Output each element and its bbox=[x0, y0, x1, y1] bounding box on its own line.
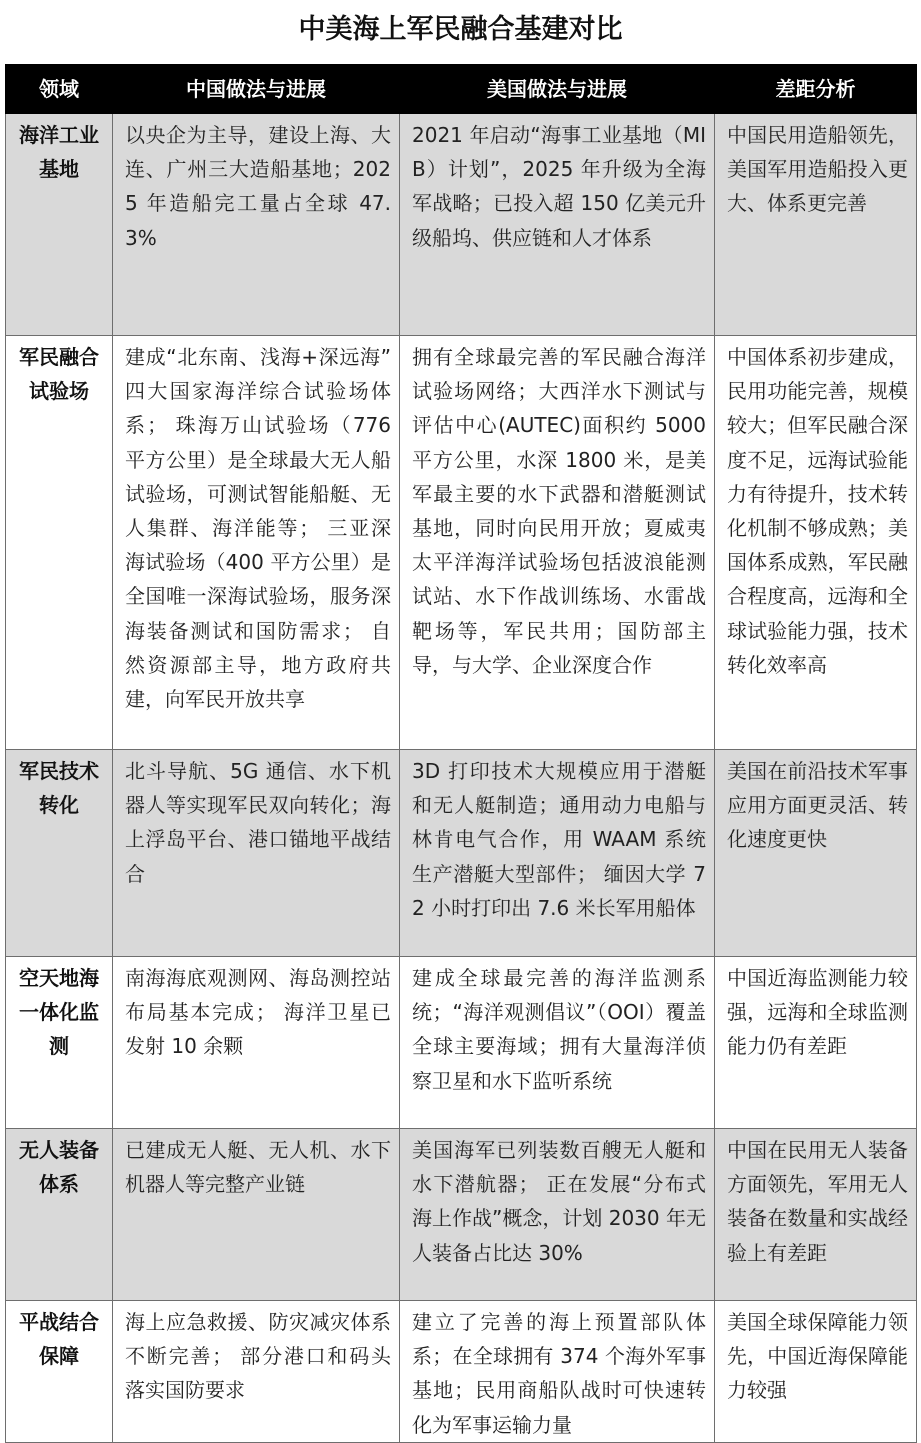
row-usa-cell: 美国海军已列装数百艘无人艇和水下潜航器； 正在发展“分布式海上作战”概念，计划 2030 年无人装备占比达 30% bbox=[400, 1129, 715, 1301]
row-gap-cell: 美国全球保障能力领先，中国近海保障能力较强 bbox=[715, 1301, 917, 1443]
row-domain-cell: 海洋工业基地 bbox=[6, 114, 113, 336]
row-gap-cell: 中国在民用无人装备方面领先，军用无人装备在数量和实战经验上有差距 bbox=[715, 1129, 917, 1301]
row-china-cell: 建成“北东南、浅海+深远海” 四大国家海洋综合试验场体系； 珠海万山试验场（776 平方公里）是全球最大无人船试验场，可测试智能船艇、无人集群、海洋能等； 三亚深海试验场（400 平方公里）是全国唯一深海试验场，服务深海装备测试和国防需求； 自然资源部主导，地方政府共建，向军民开放共享 bbox=[113, 336, 400, 750]
page-title: 中美海上军民融合基建对比 bbox=[298, 14, 623, 45]
column-header-gap: 差距分析 bbox=[715, 65, 917, 114]
row-china-cell: 已建成无人艇、无人机、水下机器人等完整产业链 bbox=[113, 1129, 400, 1301]
row-usa-cell: 2021 年启动“海事工业基地（MIB）计划”，2025 年升级为全海军战略；已投入超 150 亿美元升级船坞、供应链和人才体系 bbox=[400, 114, 715, 336]
row-china-cell: 海上应急救援、防灾减灾体系不断完善； 部分港口和码头落实国防要求 bbox=[113, 1301, 400, 1443]
table-row bbox=[6, 957, 917, 1129]
row-china-cell: 以央企为主导，建设上海、大连、广州三大造船基地；2025 年造船完工量占全球 47.3% bbox=[113, 114, 400, 336]
row-gap-cell: 中国民用造船领先，美国军用造船投入更大、体系更完善 bbox=[715, 114, 917, 336]
row-gap-cell: 中国体系初步建成，民用功能完善，规模较大；但军民融合深度不足，远海试验能力有待提升，技术转化机制不够成熟；美国体系成熟，军民融合程度高，远海和全球试验能力强，技术转化效率高 bbox=[715, 336, 917, 750]
table-row bbox=[6, 114, 917, 336]
row-domain-cell: 无人装备体系 bbox=[6, 1129, 113, 1301]
row-gap-cell: 美国在前沿技术军事应用方面更灵活、转化速度更快 bbox=[715, 750, 917, 957]
table-row bbox=[6, 750, 917, 957]
row-china-cell: 北斗导航、5G 通信、水下机器人等实现军民双向转化；海上浮岛平台、港口锚地平战结合 bbox=[113, 750, 400, 957]
row-usa-cell: 建成全球最完善的海洋监测系统；“海洋观测倡议”（OOI）覆盖全球主要海域；拥有大量海洋侦察卫星和水下监听系统 bbox=[400, 957, 715, 1129]
row-usa-cell: 建立了完善的海上预置部队体系；在全球拥有 374 个海外军事基地；民用商船队战时可快速转化为军事运输力量 bbox=[400, 1301, 715, 1443]
column-header-domain: 领域 bbox=[6, 65, 113, 114]
table-row bbox=[6, 1301, 917, 1443]
row-domain-cell: 军民技术转化 bbox=[6, 750, 113, 957]
row-domain-cell: 平战结合保障 bbox=[6, 1301, 113, 1443]
table-header-row bbox=[6, 65, 917, 114]
table-row bbox=[6, 1129, 917, 1301]
table-row bbox=[6, 336, 917, 750]
row-usa-cell: 拥有全球最完善的军民融合海洋试验场网络；大西洋水下测试与评估中心(AUTEC)面积约 5000 平方公里，水深 1800 米，是美军最主要的水下武器和潜艇测试基地，同时向民用开放；夏威夷太平洋海洋试验场包括波浪能测试站、水下作战训练场、水雷战靶场等，军民共用；国防部主导，与大学、企业深度合作 bbox=[400, 336, 715, 750]
comparison-table bbox=[5, 64, 917, 1443]
row-domain-cell: 空天地海一体化监测 bbox=[6, 957, 113, 1129]
column-header-china: 中国做法与进展 bbox=[113, 65, 400, 114]
row-china-cell: 南海海底观测网、海岛测控站布局基本完成； 海洋卫星已发射 10 余颗 bbox=[113, 957, 400, 1129]
row-gap-cell: 中国近海监测能力较强，远海和全球监测能力仍有差距 bbox=[715, 957, 917, 1129]
row-domain-cell: 军民融合试验场 bbox=[6, 336, 113, 750]
column-header-usa: 美国做法与进展 bbox=[400, 65, 715, 114]
row-usa-cell: 3D 打印技术大规模应用于潜艇和无人艇制造；通用动力电船与林肯电气合作，用 WAAM 系统生产潜艇大型部件； 缅因大学 72 小时打印出 7.6 米长军用船体 bbox=[400, 750, 715, 957]
